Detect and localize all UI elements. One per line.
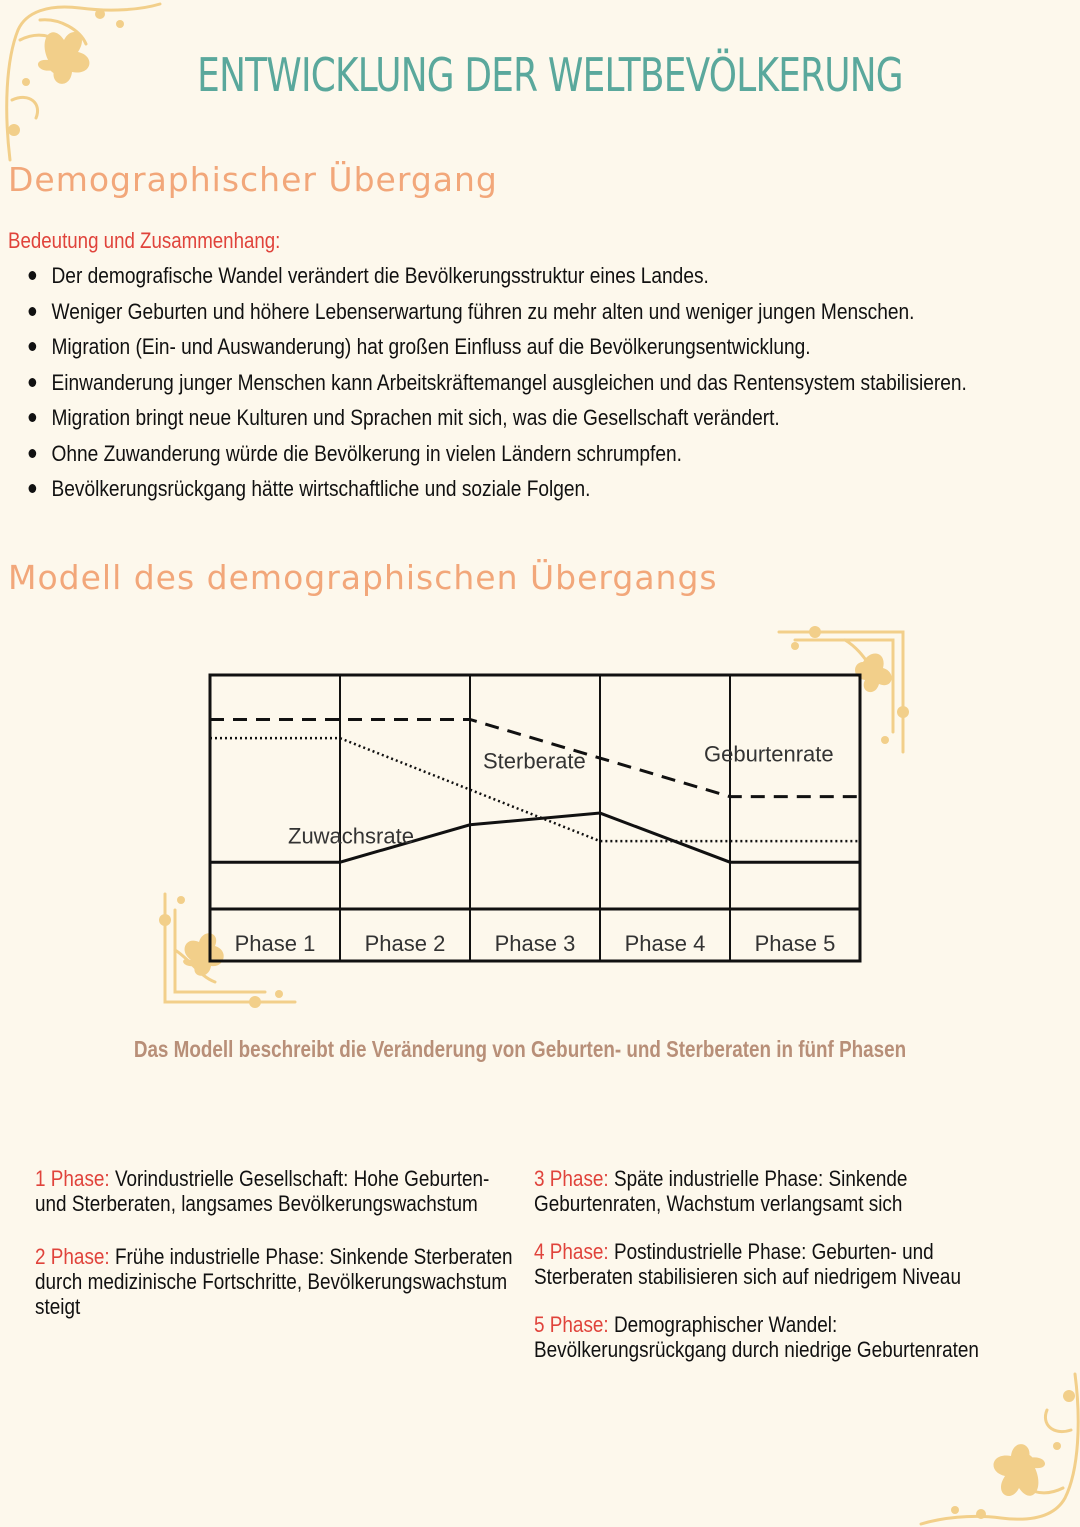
phase-text: Demographischer Wandel: Bevölkerungsrückgang durch niedrige Geburtenraten (534, 1312, 979, 1362)
chart-caption: Das Modell beschreibt die Veränderung von Geburten- und Sterberaten in fünf Phasen (133, 1036, 907, 1062)
phase-tick-label: Phase 1 (234, 931, 316, 956)
phase-description-2 (35, 1244, 525, 1319)
bullet-item: Der demografische Wandel verändert die Bevölkerungsstruktur eines Landes. (26, 258, 1029, 294)
phase-text: Vorindustrielle Gesellschaft: Hohe Geburten- und Sterberaten, langsames Bevölkerungswachstum (35, 1166, 490, 1216)
phase-tick-label: Phase 3 (494, 931, 576, 956)
bullet-list (26, 258, 1029, 507)
phase-label: 5 Phase: (534, 1312, 609, 1337)
phase-text: Späte industrielle Phase: Sinkende Geburtenraten, Wachstum verlangsamt sich (534, 1166, 908, 1216)
phase-description-1 (35, 1166, 525, 1216)
phase-label: 3 Phase: (534, 1166, 609, 1191)
phase-description-4 (534, 1239, 1024, 1289)
phase-label: 4 Phase: (534, 1239, 609, 1264)
page-title: ENTWICKLUNG DER WELTBEVÖLKERUNG (197, 48, 903, 102)
bullet-item: Migration (Ein- und Auswanderung) hat großen Einfluss auf die Bevölkerungsentwicklung. (26, 329, 1029, 365)
phase-text: Frühe industrielle Phase: Sinkende Sterberaten durch medizinische Fortschritte, Bevölkerungswachstum steigt (35, 1244, 513, 1319)
phase-tick-label: Phase 5 (754, 931, 836, 956)
phase-label: 1 Phase: (35, 1166, 110, 1191)
series-label: Sterberate (483, 748, 586, 774)
phase-label: 2 Phase: (35, 1244, 110, 1269)
bullet-item: Einwanderung junger Menschen kann Arbeitskräftemangel ausgleichen und das Rentensystem stabilisieren. (26, 365, 1029, 401)
series-label: Geburtenrate (704, 741, 834, 767)
bullet-item: Migration bringt neue Kulturen und Sprachen mit sich, was die Gesellschaft verändert. (26, 400, 1029, 436)
phase-description-3 (534, 1166, 1024, 1216)
section-heading-model: Modell des demographischen Übergangs (8, 558, 718, 597)
phase-tick-label: Phase 2 (364, 931, 446, 956)
phase-text: Postindustrielle Phase: Geburten- und Sterberaten stabilisieren sich auf niedrigem Niveau (534, 1239, 961, 1289)
demographic-transition-chart (200, 665, 870, 970)
bullet-item: Bevölkerungsrückgang hätte wirtschaftliche und soziale Folgen. (26, 471, 1029, 507)
corner-ornament-bottom-right-icon (915, 1370, 1080, 1527)
bullet-item: Weniger Geburten und höhere Lebenserwartung führen zu mehr alten und weniger jungen Menschen. (26, 294, 1029, 330)
phase-description-5 (534, 1312, 1024, 1362)
bullet-item: Ohne Zuwanderung würde die Bevölkerung in vielen Ländern schrumpfen. (26, 436, 1029, 472)
phase-tick-label: Phase 4 (624, 931, 706, 956)
series-label: Zuwachsrate (288, 823, 414, 849)
section-heading-demographic-transition: Demographischer Übergang (8, 160, 498, 199)
meaning-label: Bedeutung und Zusammenhang: (8, 228, 281, 253)
